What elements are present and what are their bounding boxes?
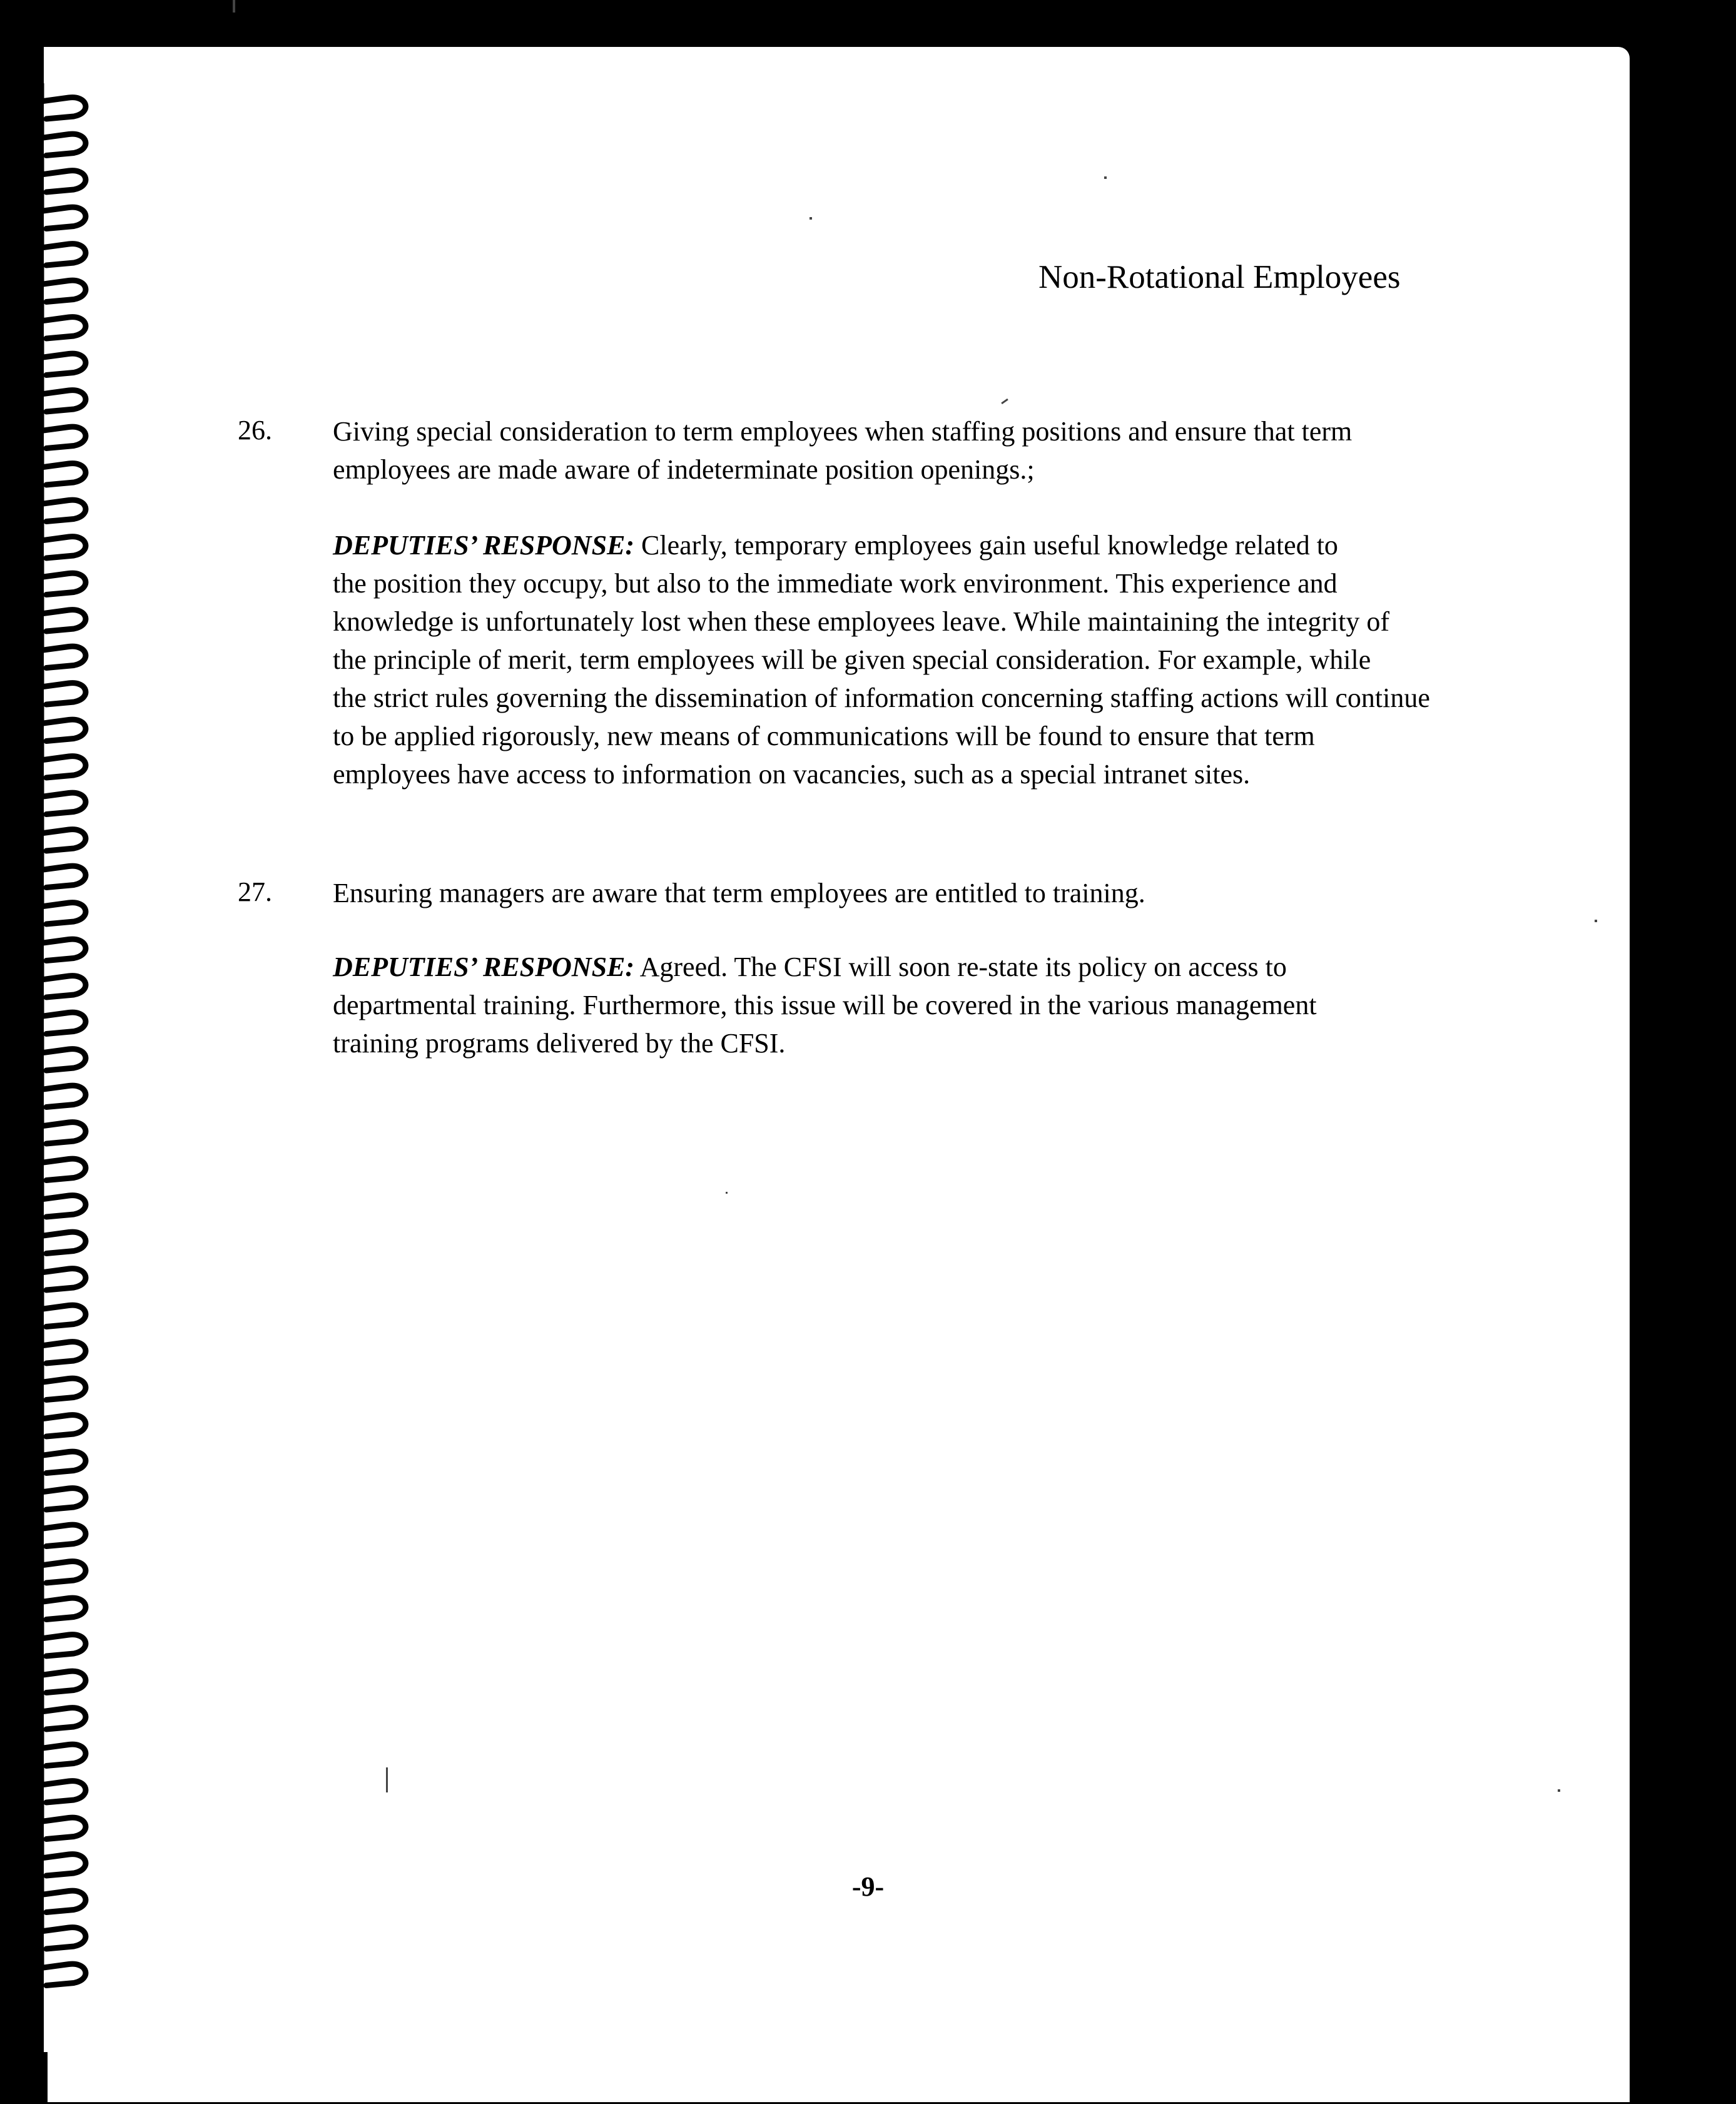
binding-loop — [30, 1514, 86, 1547]
binding-coil — [9, 679, 22, 696]
binding-coil — [9, 533, 22, 549]
binding-coil — [9, 606, 22, 623]
item-number: 26. — [238, 415, 272, 445]
binding-coil — [9, 1119, 22, 1135]
binding-coil — [9, 1631, 22, 1647]
binding-loop — [30, 1148, 86, 1181]
response-text: Clearly, temporary employees gain useful knowledge related to — [641, 530, 1338, 561]
binding-coil — [9, 790, 22, 806]
binding-coil — [9, 643, 22, 659]
binding-coil — [9, 1302, 22, 1318]
binding-loop — [30, 782, 86, 815]
binding-coil — [9, 94, 22, 110]
binding-loop — [30, 489, 86, 522]
binding-coil — [9, 1704, 22, 1720]
binding-coil — [9, 1045, 22, 1062]
item-heading — [333, 412, 1352, 489]
binding-loop — [30, 196, 86, 229]
scan-speck — [1104, 176, 1107, 179]
binding-loop — [30, 1038, 86, 1070]
binding-loop — [30, 86, 86, 119]
binding-coil — [9, 1338, 22, 1354]
binding-loop — [30, 233, 86, 265]
binding-loop — [30, 1111, 86, 1144]
binding-coil — [9, 1522, 22, 1538]
binding-loop — [30, 1807, 86, 1839]
binding-loop — [30, 1697, 86, 1729]
binding-coil — [9, 277, 22, 293]
binding-coil — [9, 1595, 22, 1611]
binding-coil — [9, 1192, 22, 1208]
response-line: the position they occupy, but also to the immediate work environment. This experience and — [333, 568, 1338, 599]
binding-loop — [30, 636, 86, 668]
binding-coil — [9, 1814, 22, 1831]
scan-speck — [810, 217, 812, 220]
binding-loop — [30, 672, 86, 704]
binding-loop — [30, 1550, 86, 1583]
binding-coil — [9, 1485, 22, 1501]
binding-loop — [30, 452, 86, 485]
heading-line: Giving special consideration to term employees when staffing positions and ensure that term — [333, 416, 1353, 447]
binding-loop — [30, 1660, 86, 1693]
binding-coil — [9, 753, 22, 769]
binding-loop — [30, 343, 86, 375]
binding-coil — [9, 1851, 22, 1867]
binding-coil — [9, 497, 22, 513]
binding-loop — [30, 1368, 86, 1400]
binding-coil — [9, 167, 22, 183]
binding-loop — [30, 306, 86, 338]
binding-coil — [9, 387, 22, 403]
binding-coil — [9, 204, 22, 220]
binding-coil — [9, 570, 22, 586]
binding-loop — [30, 1184, 86, 1217]
binding-loop — [30, 1624, 86, 1656]
response-label: DEPUTIES’ RESPONSE: — [333, 952, 635, 982]
response-line: knowledge is unfortunately lost when these employees leave. While maintaining the integrity of — [333, 606, 1390, 637]
response-line: training programs delivered by the CFSI. — [333, 1028, 786, 1059]
response-line: employees have access to information on vacancies, such as a special intranet sites. — [333, 759, 1251, 790]
binding-loop — [30, 526, 86, 558]
binding-coil — [9, 460, 22, 476]
scan-speck — [386, 1767, 388, 1792]
binding-loop — [30, 1734, 86, 1766]
binding-loop — [30, 1331, 86, 1363]
binding-loop — [30, 1441, 86, 1473]
response-line: to be applied rigorously, new means of communications will be found to ensure that term — [333, 721, 1315, 751]
binding-coil — [9, 716, 22, 733]
item-number: 27. — [238, 877, 272, 907]
response-label: DEPUTIES’ RESPONSE: — [333, 530, 635, 561]
scan-speck — [1558, 1789, 1560, 1792]
binding-coil — [9, 424, 22, 440]
binding-coil — [9, 1411, 22, 1428]
binding-loop — [30, 1002, 86, 1034]
scan-speck — [233, 0, 235, 13]
binding-loop — [30, 1916, 86, 1949]
binding-coil — [9, 313, 22, 330]
binding-coil — [9, 936, 22, 952]
spiral-binding — [0, 81, 106, 2104]
binding-coil — [9, 899, 22, 915]
deputies-response — [333, 948, 1317, 1062]
binding-coil — [9, 131, 22, 147]
binding-loop — [30, 745, 86, 778]
binding-coil — [9, 1668, 22, 1684]
page-title: Non-Rotational Employees — [1038, 259, 1401, 295]
binding-loop — [30, 892, 86, 924]
binding-loop — [30, 1770, 86, 1802]
binding-coil — [9, 1265, 22, 1281]
binding-coil — [9, 1448, 22, 1465]
binding-coil — [9, 1229, 22, 1245]
response-text: Agreed. The CFSI will soon re-state its policy on access to — [639, 952, 1287, 982]
binding-loop — [30, 1953, 86, 1986]
binding-coil — [9, 1961, 22, 1977]
binding-coil — [9, 1924, 22, 1940]
binding-loop — [30, 1258, 86, 1290]
binding-coil — [9, 240, 22, 257]
binding-coil — [9, 1741, 22, 1757]
item-heading — [333, 874, 1145, 912]
binding-loop — [30, 709, 86, 741]
binding-loop — [30, 1404, 86, 1436]
paper-sheet — [44, 47, 1630, 2102]
binding-coil — [9, 863, 22, 879]
binding-loop — [30, 855, 86, 888]
binding-coil — [9, 1558, 22, 1574]
scan-speck — [1714, 1339, 1729, 1389]
binding-loop — [30, 123, 86, 156]
heading-line: employees are made aware of indeterminate position openings.; — [333, 454, 1035, 485]
response-line: departmental training. Furthermore, this issue will be covered in the various management — [333, 990, 1317, 1020]
binding-loop — [30, 599, 86, 631]
deputies-response — [333, 526, 1430, 793]
binding-loop — [30, 818, 86, 851]
binding-loop — [30, 1587, 86, 1620]
response-line — [333, 526, 1430, 564]
binding-coil — [9, 972, 22, 988]
response-line: the strict rules governing the dissemination of information concerning staffing actions will continue — [333, 683, 1430, 713]
binding-loop — [30, 270, 86, 302]
response-line — [333, 948, 1317, 986]
binding-coil — [9, 350, 22, 367]
binding-coil — [9, 1777, 22, 1794]
binding-coil — [9, 1082, 22, 1099]
response-line: the principle of merit, term employees will be given special consideration. For example, while — [333, 644, 1371, 675]
binding-coil — [9, 1156, 22, 1172]
binding-loop — [30, 379, 86, 412]
binding-loop — [30, 160, 86, 192]
binding-coil — [9, 1375, 22, 1391]
binding-loop — [30, 1221, 86, 1254]
binding-loop — [30, 1294, 86, 1327]
scan-speck — [1595, 920, 1597, 922]
binding-coil — [9, 1009, 22, 1025]
binding-loop — [30, 1075, 86, 1107]
binding-loop — [30, 928, 86, 961]
scan-speck — [726, 1192, 728, 1194]
binding-loop — [30, 1477, 86, 1510]
binding-loop — [30, 562, 86, 595]
heading-line: Ensuring managers are aware that term employees are entitled to training. — [333, 878, 1145, 908]
binding-coil — [9, 826, 22, 842]
page-number: -9- — [851, 1871, 885, 1902]
binding-loop — [30, 416, 86, 449]
binding-loop — [30, 965, 86, 997]
